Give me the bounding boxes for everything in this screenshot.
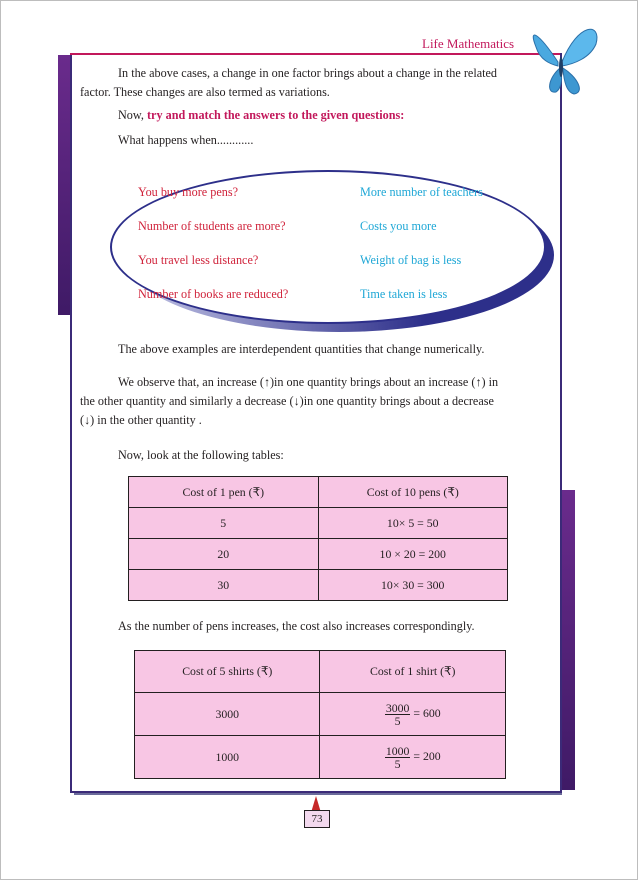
fraction-numerator: 1000 (385, 743, 410, 758)
right-decorative-bar (560, 490, 575, 790)
fraction (385, 745, 411, 770)
answer-2: Costs you more (360, 219, 437, 233)
what-happens: What happens when............ (118, 133, 254, 147)
shirt-cost-table (134, 650, 506, 779)
observe-line-3: (↓) in the other quantity . (80, 413, 202, 427)
question-1: You buy more pens? (138, 185, 238, 199)
table2-cell (320, 693, 506, 736)
answer-1: More number of teachers (360, 185, 483, 199)
pen-cost-table (128, 476, 508, 601)
match-instruction-bold: try and match the answers to the given questions: (147, 108, 405, 122)
table2-header-1: Cost of 5 shirts (₹) (135, 651, 320, 693)
table1-cell: 10× 30 = 300 (318, 570, 508, 601)
question-2: Number of students are more? (138, 219, 286, 233)
answer-3: Weight of bag is less (360, 253, 462, 267)
table1-cell: 10× 5 = 50 (318, 508, 508, 539)
table-row (129, 570, 508, 601)
table2-cell: 1000 (135, 736, 320, 779)
table2-cell: 3000 (135, 693, 320, 736)
observe-line-1: We observe that, an increase (↑)in one quantity brings about an increase (↑) in (118, 375, 499, 389)
table1-header-1: Cost of 1 pen (₹) (129, 477, 319, 508)
table2-cell (320, 736, 506, 779)
table1-cell: 10 × 20 = 200 (318, 539, 508, 570)
intro-line-2: factor. These changes are also termed as variations. (80, 85, 330, 99)
pens-increase-text: As the number of pens increases, the cost also increases correspondingly. (118, 619, 475, 633)
table1-cell: 30 (129, 570, 319, 601)
interdependent-text: The above examples are interdependent quantities that change numerically. (118, 342, 485, 356)
fraction (385, 702, 411, 727)
table1-cell: 20 (129, 539, 319, 570)
header-rule (70, 53, 560, 55)
table-row (129, 539, 508, 570)
look-tables-text: Now, look at the following tables: (118, 448, 284, 462)
chapter-title: Life Mathematics (422, 36, 515, 51)
fraction-numerator: 3000 (385, 700, 410, 715)
fraction-denominator: 5 (394, 756, 401, 771)
observe-line-2: the other quantity and similarly a decrease (↓)in one quantity brings about a decrease (80, 394, 494, 408)
table1-cell: 5 (129, 508, 319, 539)
butterfly-icon (528, 22, 602, 102)
table-row (135, 693, 506, 736)
page-number: 73 (304, 810, 330, 828)
match-instruction (118, 106, 404, 125)
question-3: You travel less distance? (138, 253, 259, 267)
intro-line-1: In the above cases, a change in one factor brings about a change in the related (118, 66, 498, 80)
table1-header-2: Cost of 10 pens (₹) (318, 477, 508, 508)
question-4: Number of books are reduced? (138, 287, 289, 301)
table2-header-2: Cost of 1 shirt (₹) (320, 651, 506, 693)
now-prefix: Now, (118, 108, 144, 122)
fraction-result: = 200 (413, 748, 441, 763)
table-row (135, 736, 506, 779)
fraction-result: = 600 (413, 705, 441, 720)
table-row (129, 508, 508, 539)
answer-4: Time taken is less (360, 287, 448, 301)
fraction-denominator: 5 (394, 713, 401, 728)
